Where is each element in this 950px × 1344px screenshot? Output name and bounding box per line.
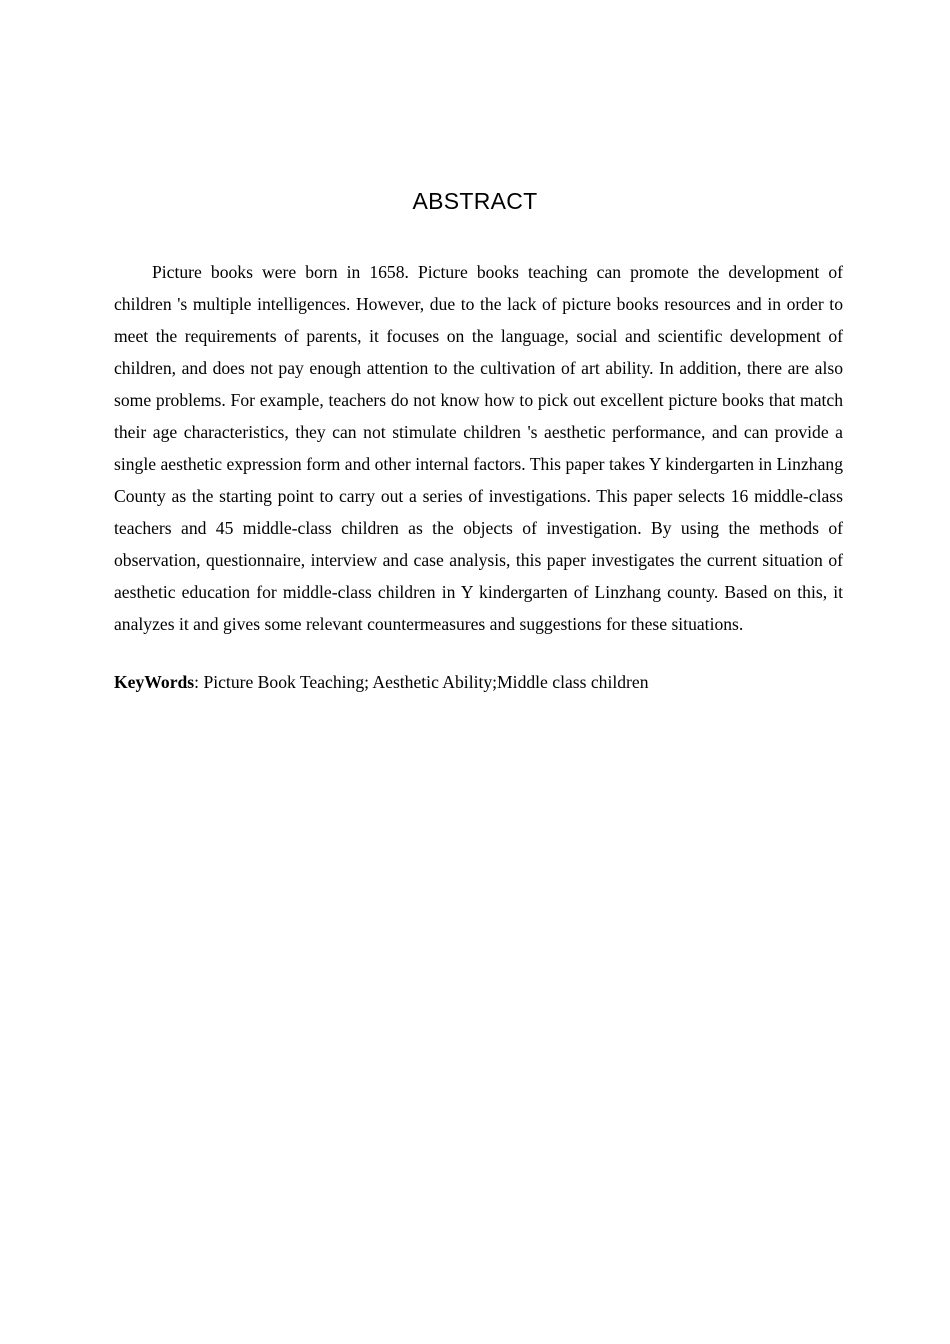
abstract-body: Picture books were born in 1658. Picture books teaching can promote the development of children 's multiple intelligences. However, due to the lack of picture books resources and in order to meet the requirements of parents, it focuses on the language, social and scientific development of children, and does not pay enough attention to the cultivation of art ability. In addition, there are also some problems. For example, teachers do not know how to pick out excellent picture books that match their age characteristics, they can not stimulate children 's aesthetic performance, and can provide a single aesthetic expression form and other internal factors. This paper takes Y kindergarten in Linzhang County as the starting point to carry out a series of investigations. This paper selects 16 middle-class teachers and 45 middle-class children as the objects of investigation. By using the methods of observation, questionnaire, interview and case analysis, this paper investigates the current situation of aesthetic education for middle-class children in Y kindergarten of Linzhang county. Based on this, it analyzes it and gives some relevant countermeasures and suggestions for these situations. — [114, 262, 843, 634]
keywords-line — [114, 668, 843, 696]
abstract-title: ABSTRACT — [412, 188, 538, 214]
keywords-separator: : — [194, 672, 204, 692]
keywords-text: Picture Book Teaching; Aesthetic Ability;Middle class children — [203, 672, 649, 692]
keywords-label: KeyWords — [114, 672, 195, 692]
